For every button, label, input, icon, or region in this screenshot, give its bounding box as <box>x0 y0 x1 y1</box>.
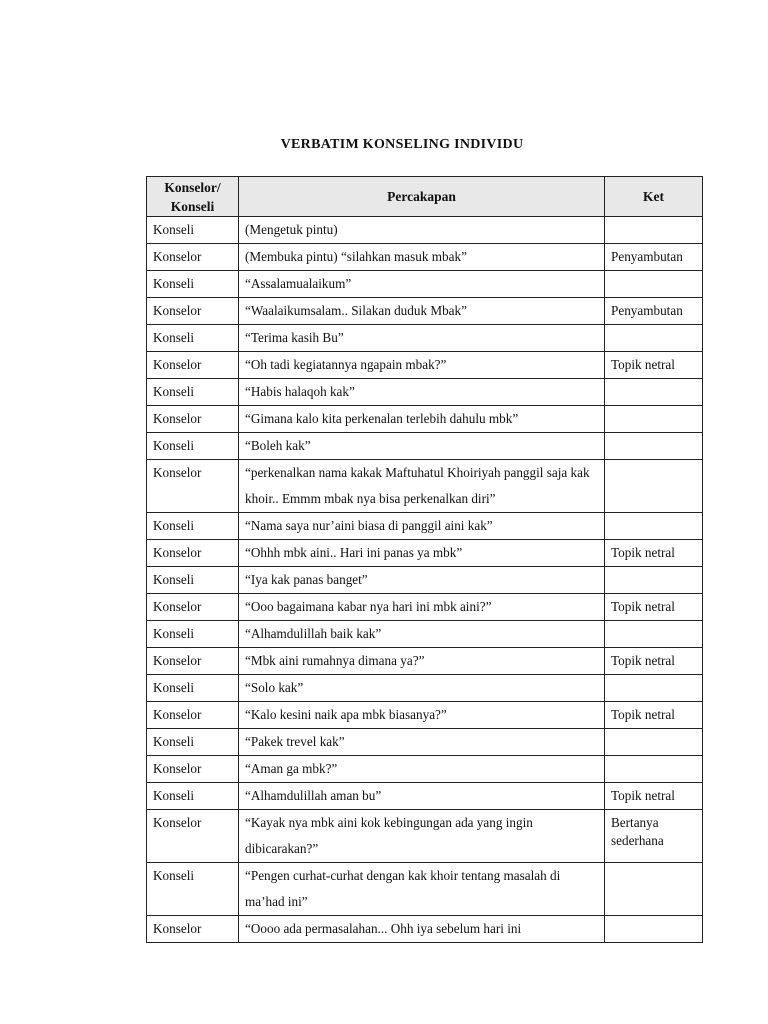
conversation-cell: “Assalamualaikum” <box>239 271 605 298</box>
verbatim-table <box>146 176 703 943</box>
conversation-cell: “Kalo kesini naik apa mbk biasanya?” <box>239 702 605 729</box>
table-row <box>147 298 703 325</box>
note-cell <box>605 217 703 244</box>
header-note: Ket <box>605 177 703 217</box>
conversation-cell: “Gimana kalo kita perkenalan terlebih dahulu mbk” <box>239 406 605 433</box>
conversation-cell: “Kayak nya mbk aini kok kebingungan ada yang ingin dibicarakan?” <box>239 810 605 863</box>
speaker-cell: Konseli <box>147 513 239 540</box>
table-row <box>147 729 703 756</box>
table-row <box>147 271 703 298</box>
speaker-cell: Konselor <box>147 352 239 379</box>
note-cell: Topik netral <box>605 783 703 810</box>
table-row <box>147 379 703 406</box>
note-cell: Topik netral <box>605 648 703 675</box>
table-row <box>147 352 703 379</box>
conversation-cell: “Alhamdulillah baik kak” <box>239 621 605 648</box>
note-cell <box>605 513 703 540</box>
table-row <box>147 244 703 271</box>
table-row <box>147 810 703 863</box>
conversation-cell: “Boleh kak” <box>239 433 605 460</box>
speaker-cell: Konselor <box>147 540 239 567</box>
note-cell <box>605 379 703 406</box>
speaker-cell: Konselor <box>147 406 239 433</box>
speaker-cell: Konselor <box>147 460 239 513</box>
document-title: VERBATIM KONSELING INDIVIDU <box>280 137 524 152</box>
note-cell <box>605 567 703 594</box>
table-row <box>147 621 703 648</box>
conversation-cell: “Nama saya nur’aini biasa di panggil aini kak” <box>239 513 605 540</box>
speaker-cell: Konseli <box>147 621 239 648</box>
speaker-cell: Konseli <box>147 567 239 594</box>
table-row <box>147 702 703 729</box>
table-row <box>147 863 703 916</box>
note-cell <box>605 460 703 513</box>
note-cell <box>605 433 703 460</box>
speaker-cell: Konseli <box>147 783 239 810</box>
table-row <box>147 783 703 810</box>
conversation-cell: “Oooo ada permasalahan... Ohh iya sebelum hari ini <box>239 916 605 943</box>
conversation-cell: “Pengen curhat-curhat dengan kak khoir tentang masalah di ma’had ini” <box>239 863 605 916</box>
speaker-cell: Konselor <box>147 702 239 729</box>
note-cell: Penyambutan <box>605 298 703 325</box>
table-row <box>147 567 703 594</box>
speaker-cell: Konselor <box>147 244 239 271</box>
table-row <box>147 406 703 433</box>
conversation-cell: “Terima kasih Bu” <box>239 325 605 352</box>
note-cell <box>605 325 703 352</box>
table-row <box>147 433 703 460</box>
speaker-cell: Konseli <box>147 271 239 298</box>
conversation-cell: (Mengetuk pintu) <box>239 217 605 244</box>
note-cell: Topik netral <box>605 540 703 567</box>
note-cell: Bertanya sederhana <box>605 810 703 863</box>
speaker-cell: Konselor <box>147 810 239 863</box>
note-cell <box>605 729 703 756</box>
header-conversation: Percakapan <box>239 177 605 217</box>
speaker-cell: Konseli <box>147 325 239 352</box>
table-row <box>147 916 703 943</box>
conversation-cell: “Ohhh mbk aini.. Hari ini panas ya mbk” <box>239 540 605 567</box>
note-cell <box>605 916 703 943</box>
table-row <box>147 325 703 352</box>
table-row <box>147 217 703 244</box>
speaker-cell: Konseli <box>147 433 239 460</box>
note-cell <box>605 863 703 916</box>
note-cell: Penyambutan <box>605 244 703 271</box>
note-cell <box>605 756 703 783</box>
conversation-cell: “Iya kak panas banget” <box>239 567 605 594</box>
conversation-cell: “Oh tadi kegiatannya ngapain mbak?” <box>239 352 605 379</box>
table-row <box>147 540 703 567</box>
conversation-cell: “Mbk aini rumahnya dimana ya?” <box>239 648 605 675</box>
table-row <box>147 460 703 513</box>
note-cell <box>605 675 703 702</box>
conversation-cell: “Pakek trevel kak” <box>239 729 605 756</box>
speaker-cell: Konseli <box>147 675 239 702</box>
speaker-cell: Konselor <box>147 916 239 943</box>
note-cell: Topik netral <box>605 594 703 621</box>
conversation-cell: “Ooo bagaimana kabar nya hari ini mbk aini?” <box>239 594 605 621</box>
table-row <box>147 513 703 540</box>
speaker-cell: Konselor <box>147 594 239 621</box>
speaker-cell: Konselor <box>147 298 239 325</box>
speaker-cell: Konseli <box>147 863 239 916</box>
conversation-cell: “Aman ga mbk?” <box>239 756 605 783</box>
conversation-cell: “Habis halaqoh kak” <box>239 379 605 406</box>
table-row <box>147 648 703 675</box>
note-cell: Topik netral <box>605 702 703 729</box>
conversation-cell: “Waalaikumsalam.. Silakan duduk Mbak” <box>239 298 605 325</box>
table-row <box>147 675 703 702</box>
speaker-cell: Konseli <box>147 729 239 756</box>
table-header-row <box>147 177 703 217</box>
note-cell <box>605 621 703 648</box>
speaker-cell: Konselor <box>147 648 239 675</box>
conversation-cell: (Membuka pintu) “silahkan masuk mbak” <box>239 244 605 271</box>
table-row <box>147 594 703 621</box>
note-cell <box>605 271 703 298</box>
note-cell <box>605 406 703 433</box>
conversation-cell: “perkenalkan nama kakak Maftuhatul Khoiriyah panggil saja kak khoir.. Emmm mbak nya bisa perkenalkan diri” <box>239 460 605 513</box>
speaker-cell: Konseli <box>147 379 239 406</box>
table-row <box>147 756 703 783</box>
conversation-cell: “Alhamdulillah aman bu” <box>239 783 605 810</box>
speaker-cell: Konselor <box>147 756 239 783</box>
header-speaker: Konselor/ Konseli <box>147 177 239 217</box>
speaker-cell: Konseli <box>147 217 239 244</box>
conversation-cell: “Solo kak” <box>239 675 605 702</box>
note-cell: Topik netral <box>605 352 703 379</box>
